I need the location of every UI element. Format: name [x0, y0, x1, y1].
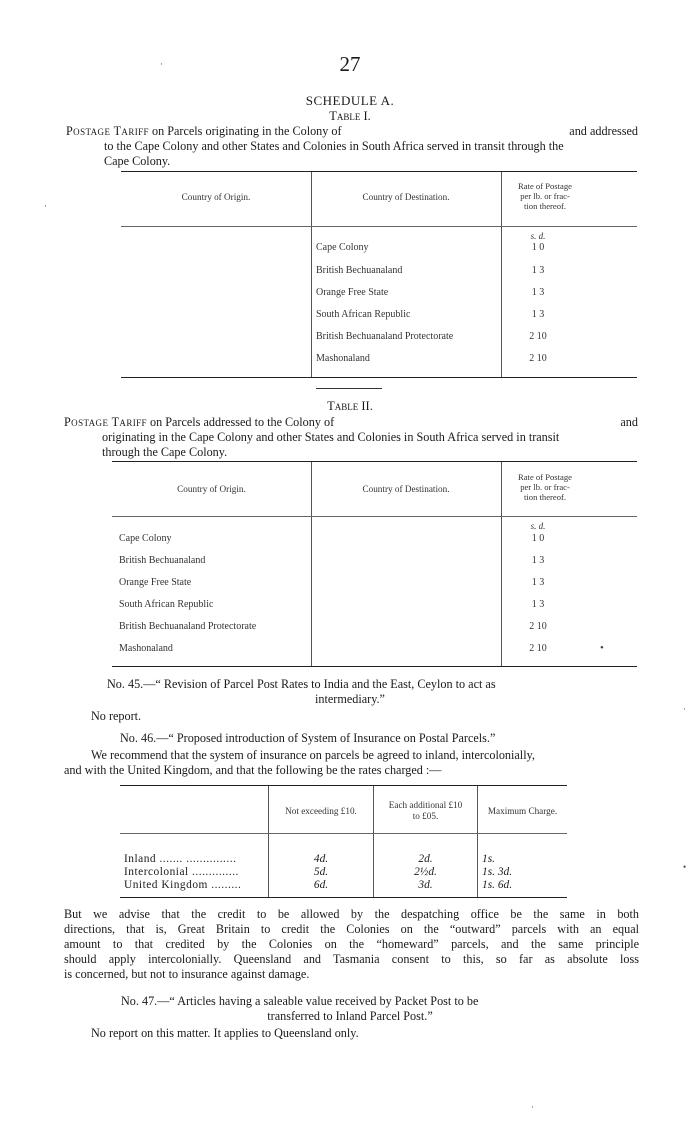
table1-header-rule	[121, 226, 637, 227]
table3-col-each-additional	[374, 800, 477, 822]
table1-top-rule	[121, 171, 637, 172]
table1-intro-line3: Cape Colony.	[104, 154, 171, 168]
table1-col-rate	[502, 181, 588, 211]
table2-col-destination: Country of Destination.	[362, 484, 450, 494]
table2-intro-line3: through the Cape Colony.	[102, 445, 228, 459]
table3-row-label: United Kingdom .........	[124, 879, 242, 891]
table1-intro-line2: to the Cape Colony and other States and Colonies in South Africa served in transit through the	[104, 139, 564, 153]
advice-line3: amount to that credited by the Colonies on the “homeward” parcels, and the same principle	[64, 937, 639, 951]
table1-row-country: British Bechuanaland	[316, 265, 403, 276]
table1-label: Table I.	[329, 109, 371, 123]
table2-row-country: British Bechuanaland	[119, 555, 206, 566]
table2-header-rule	[112, 516, 637, 517]
table1-intro-line1: on Parcels originating in the Colony of	[152, 124, 342, 138]
table1-col-rate-line: per lb. or frac-	[520, 191, 570, 201]
table2-intro-lead: Postage Tariff	[64, 415, 147, 429]
table1-col-origin: Country of Origin.	[181, 192, 251, 202]
table2-row-rate: 2 10	[529, 643, 547, 654]
no45-title-line1: No. 45.—“ Revision of Parcel Post Rates to India and the East, Ceylon to act as	[107, 677, 496, 691]
separator-rule	[316, 388, 382, 389]
table1-row-rate: 2 10	[529, 331, 547, 342]
table3-col-not-exceeding: Not exceeding £10.	[285, 806, 357, 816]
table1-intro-lead: Postage Tariff	[66, 124, 149, 138]
table3-row-maximum: 1s. 3d.	[482, 866, 513, 878]
table3-bottom-rule	[120, 897, 567, 898]
schedule-title: SCHEDULE A.	[305, 93, 395, 108]
table3-top-rule	[120, 785, 567, 786]
no47-title-line2: transferred to Inland Parcel Post.”	[267, 1009, 433, 1023]
table1-row-country: South African Republic	[316, 309, 411, 320]
table2-intro-line1-end: and	[620, 415, 638, 429]
table1-intro-line1-end: and addressed	[569, 124, 638, 138]
no46-rec-line1: We recommend that the system of insurance on parcels be agreed to inland, intercolonially,	[91, 748, 535, 762]
table3-row-not-exceeding: 4d.	[313, 853, 329, 865]
page-number: 27	[339, 52, 361, 76]
table2-intro-line1: on Parcels addressed to the Colony of	[150, 415, 335, 429]
table1-row-country: British Bechuanaland Protectorate	[316, 331, 454, 342]
table1-col-rate-line: Rate of Postage	[518, 181, 572, 191]
table1-intro	[66, 124, 638, 169]
table1-row-rate: 1 3	[531, 309, 545, 320]
no46-rec-line2: and with the United Kingdom, and that the following be the rates charged :—	[64, 763, 442, 777]
scan-speck: •	[683, 862, 687, 872]
table3-row-label: Intercolonial ..............	[124, 866, 239, 878]
table2-col-origin: Country of Origin.	[177, 484, 246, 494]
table2-col-rate	[502, 472, 588, 502]
table1-row-country: Orange Free State	[316, 287, 389, 298]
table3-row-each-additional: 2d.	[418, 853, 433, 865]
table3-row-maximum: 1s.	[482, 853, 495, 865]
no47-report: No report on this matter. It applies to Queensland only.	[91, 1026, 359, 1040]
table1-row-rate: 1 0	[531, 242, 545, 253]
table2-label: Table II.	[327, 399, 373, 413]
table3-row-not-exceeding: 5d.	[313, 866, 329, 878]
scan-speck: ·	[160, 59, 163, 69]
table1-row-country: Mashonaland	[316, 353, 370, 364]
scan-speck: •	[600, 642, 604, 654]
table2-col-rate-line: Rate of Postage	[518, 472, 572, 482]
table2-units: s. d.	[530, 521, 546, 531]
advice-line1: But we advise that the credit to be allowed by the despatching office be the same in both	[64, 907, 639, 921]
advice-line5: is concerned, but not to insurance against damage.	[64, 967, 310, 981]
scan-speck: ·	[683, 704, 686, 714]
no46-title: No. 46.—“ Proposed introduction of System of Insurance on Postal Parcels.”	[120, 731, 496, 745]
table2-intro-line2: originating in the Cape Colony and other States and Colonies in South Africa served in transit	[102, 430, 560, 444]
advice-line4: should apply intercolonially. Queensland and Tasmania consent to this, so far as absolute loss	[64, 952, 639, 966]
scan-speck: ·	[44, 201, 47, 211]
table1-row-rate: 2 10	[529, 353, 547, 364]
table1-col-destination: Country of Destination.	[362, 192, 450, 202]
table3-row-maximum: 1s. 6d.	[482, 879, 513, 891]
table3-divider	[477, 786, 478, 897]
table2-row-country: Orange Free State	[119, 577, 192, 588]
table3-col-each-additional-line: Each additional £10	[388, 800, 463, 810]
no45-title-line2: intermediary.”	[315, 692, 385, 706]
table2-col-rate-line: tion thereof.	[524, 492, 566, 502]
table1-units: s. d.	[530, 231, 546, 241]
table3-row-not-exceeding: 6d.	[313, 879, 329, 891]
table3-col-maximum: Maximum Charge.	[487, 806, 558, 816]
table1-bottom-rule	[121, 377, 637, 378]
table3-header-rule	[120, 833, 567, 834]
table2-intro	[64, 415, 638, 460]
table2-row-rate: 1 0	[531, 533, 545, 544]
table2-row-rate: 1 3	[531, 599, 545, 610]
table1-row-country: Cape Colony	[316, 242, 369, 253]
table2-row-rate: 1 3	[531, 555, 545, 566]
table2-row-country: British Bechuanaland Protectorate	[119, 621, 257, 632]
scan-speck: ·	[531, 1102, 534, 1112]
no45-report: No report.	[91, 709, 142, 723]
table3-row-each-additional: 3d.	[418, 879, 433, 891]
table3-row-each-additional: 2½d.	[414, 866, 437, 878]
table1-col-rate-line: tion thereof.	[524, 201, 566, 211]
table2-row-country: South African Republic	[119, 599, 214, 610]
table2-bottom-rule	[112, 666, 637, 667]
table3-col-each-additional-line: to £05.	[412, 811, 439, 821]
table1-row-rate: 1 3	[531, 265, 545, 276]
table2-row-rate: 2 10	[529, 621, 547, 632]
table2-row-country: Mashonaland	[119, 643, 173, 654]
no47-title-line1: No. 47.—“ Articles having a saleable value received by Packet Post to be	[121, 994, 479, 1008]
table2-top-rule	[112, 461, 637, 462]
table1-row-rate: 1 3	[531, 287, 545, 298]
table2-col-rate-line: per lb. or frac-	[520, 482, 570, 492]
table3-row-label: Inland ....... ...............	[124, 853, 237, 865]
advice-line2: directions, that is, Great Britain to credit the Colonies on the “outward” parcels with an equal	[64, 922, 639, 936]
table2-row-country: Cape Colony	[119, 533, 172, 544]
table2-row-rate: 1 3	[531, 577, 545, 588]
